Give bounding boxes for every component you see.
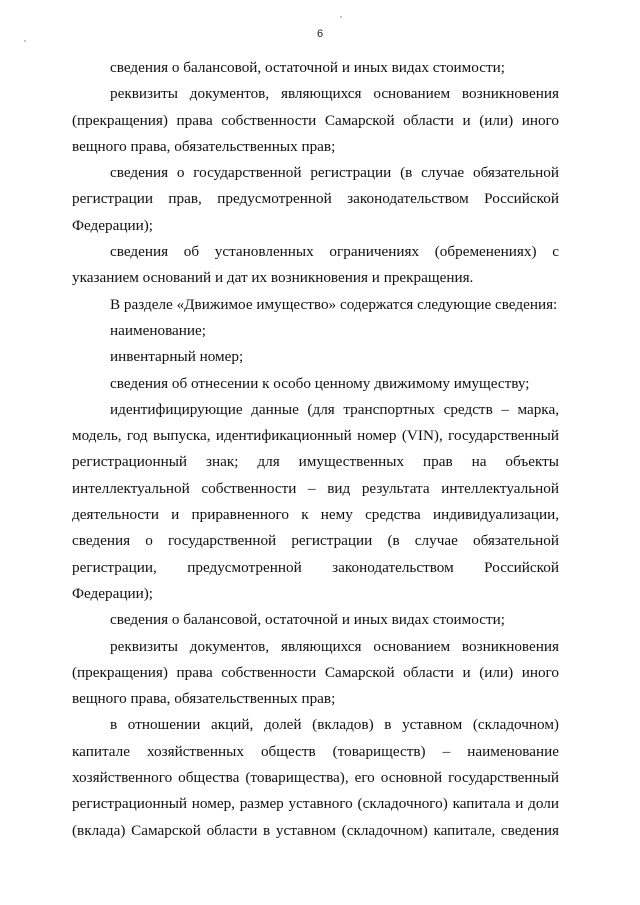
paragraph: В разделе «Движимое имущество» содержатся следующие сведения: — [110, 295, 558, 313]
paragraph: в отношении акций, долей (вкладов) в уставном (складочном) капитале хозяйственных обществ (товариществ) – наименование хозяйственного общества (товарищества), его основной государственный регистрационный номер, размер уставного (складочного) капитала и доли (вклада) Самарской области в уставном (складочном) капитале, сведения — [72, 716, 559, 839]
paragraph: реквизиты документов, являющихся основанием возникновения (прекращения) права собственности Самарской области и (или) иного вещного права, обязательственных прав; — [72, 637, 559, 708]
paragraph: реквизиты документов, являющихся основанием возникновения (прекращения) права собственности Самарской области и (или) иного вещного права, обязательственных прав; — [72, 85, 559, 155]
paragraph: сведения о балансовой, остаточной и иных видах стоимости; — [110, 59, 505, 76]
scan-speck — [24, 40, 26, 42]
paragraph: инвентарный номер; — [110, 348, 244, 366]
document-body — [72, 55, 559, 844]
paragraph: сведения о балансовой, остаточной и иных видах стоимости; — [110, 611, 505, 629]
paragraph: сведения о государственной регистрации (в случае обязательной регистрации прав, предусмотренной законодательством Российской Федерации); — [72, 164, 559, 234]
paragraph: сведения об отнесении к особо ценному движимому имуществу; — [110, 374, 530, 392]
paragraph: идентифицирующие данные (для транспортных средств – марка, модель, год выпуска, идентификационный номер (VIN), государственный регистрационный знак; для имущественных прав на объекты интеллектуальной собственности – вид результата интеллектуальной деятельности и приравненного к нему средства индивидуализации, сведения о государственной регистрации (в случае обязательной регистрации, предусмотренной законодательством Российской Федерации); — [72, 400, 559, 602]
paragraph: наименование; — [110, 321, 206, 339]
paragraph: сведения об установленных ограничениях (обременениях) с указанием оснований и дат их возникновения и прекращения. — [72, 243, 559, 287]
page-number: 6 — [316, 28, 324, 40]
scan-speck — [340, 16, 342, 18]
